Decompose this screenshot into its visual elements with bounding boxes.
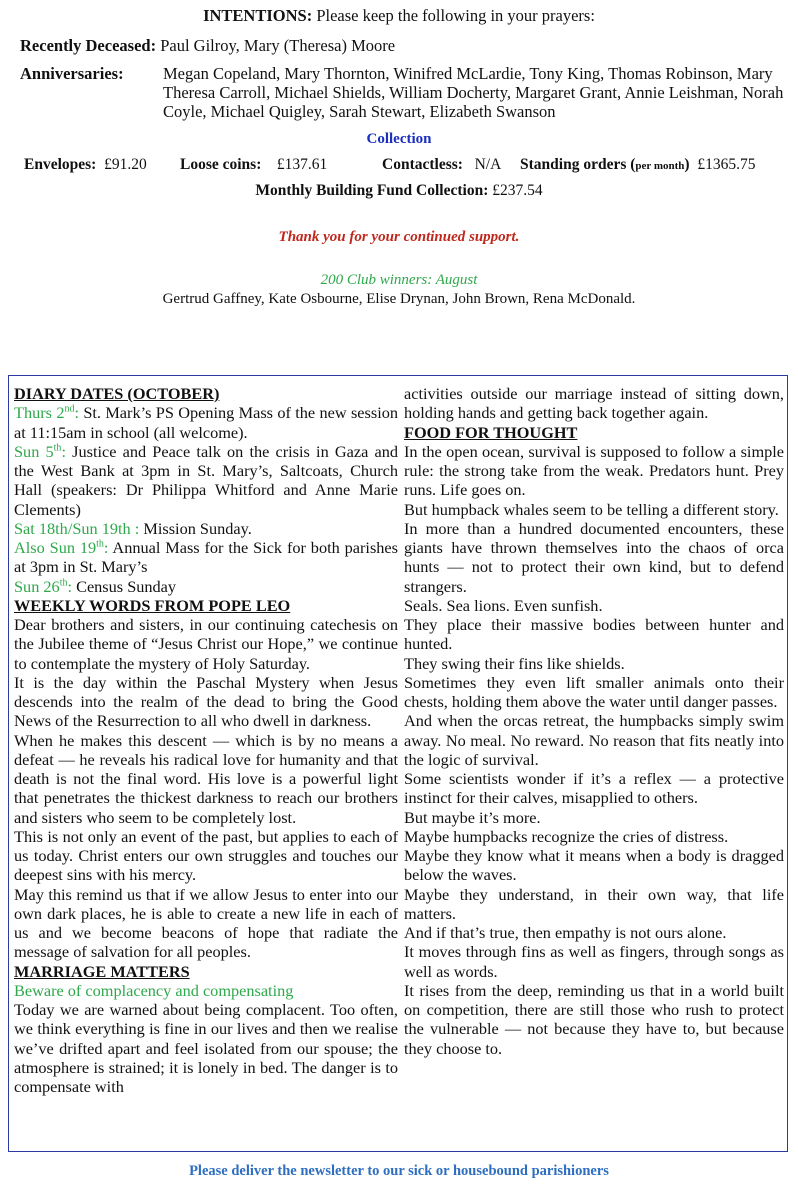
standing-close: ): [684, 156, 690, 173]
club-title: 200 Club winners: August: [320, 272, 478, 288]
food-paragraph: They place their massive bodies between hunter and hunted.: [404, 615, 784, 654]
marriage-subheading: Beware of complacency and compensating: [14, 980, 294, 1000]
building-value: £237.54: [488, 182, 543, 199]
loose-value: £137.61: [276, 156, 328, 173]
food-paragraph: It moves through fins as well as fingers, through songs as well as words.: [404, 942, 784, 981]
right-column: [404, 384, 784, 1058]
diary-heading: DIARY DATES (OCTOBER): [14, 384, 220, 403]
collection-title: Collection: [366, 131, 432, 147]
footer-note: Please deliver the newsletter to our sick or housebound parishioners: [189, 1163, 609, 1179]
pope-paragraph: May this remind us that if we allow Jesus to enter into our own dark places, he is able to create a new life in each of us and we become beacons of hope that radiate the message of salvation for all peoples.: [14, 884, 398, 962]
food-heading: FOOD FOR THOUGHT: [404, 422, 578, 442]
contactless-value: N/A: [474, 156, 502, 173]
diary-item: Sun 5th: Justice and Peace talk on the crisis in Gaza and the West Bank at 3pm in St. Mary’s, Saltcoats, Church Hall (speakers: Dr Philippa Whitford and Anne Marie Clements): [14, 441, 398, 519]
marriage-text-left: Today we are warned about being complacent. Too often, we think everything is fine in our lives and then we realise we’ve drifted apart and feel isolated from our spouse; the atmosphere is strained; it is lonely in bed. The danger is to compensate with: [14, 1000, 398, 1096]
standing-label: Standing orders (: [520, 156, 636, 173]
food-paragraph: Sometimes they even lift smaller animals onto their chests, holding them above the water until danger passes.: [404, 672, 784, 711]
loose-item: [180, 156, 327, 174]
intentions-label: INTENTIONS:: [203, 6, 313, 25]
food-paragraph: And if that’s true, then empathy is not ours alone.: [404, 923, 727, 942]
diary-date: Sat 18th/Sun 19th :: [14, 518, 140, 538]
pope-paragraph: This is not only an event of the past, but applies to each of us today. Christ enters our own struggles and touches our deepest sins with his mercy.: [14, 826, 398, 885]
food-paragraph: But maybe it’s more.: [404, 807, 541, 827]
loose-label: Loose coins:: [180, 156, 262, 173]
building-label: Monthly Building Fund Collection:: [255, 182, 489, 199]
building-fund-line: [0, 182, 798, 200]
food-paragraph: They swing their fins like shields.: [404, 653, 625, 673]
newsletter-box: [8, 375, 788, 1152]
envelopes-item: [24, 156, 147, 174]
pope-paragraph: When he makes this descent — which is by no means a defeat — he reveals his radical love for humanity and that death is not the final word. His love is a powerful light that penetrates the thickest darkness to reach our brothers and sisters who seem to be completely lost.: [14, 730, 398, 827]
deceased-names: Paul Gilroy, Mary (Theresa) Moore: [156, 36, 396, 55]
contactless-item: [382, 156, 501, 174]
anniversaries-names: Megan Copeland, Mary Thornton, Winifred McLardie, Tony King, Thomas Robinson, Mary Theresa Carroll, Michael Shields, William Docherty, Margaret Grant, Annie Leishman, Norah Coyle, Michael Quigley, Sarah Stewart, Elizabeth Swanson: [163, 64, 784, 121]
club-names: Gertrud Gaffney, Kate Osbourne, Elise Drynan, John Brown, Rena McDonald.: [162, 291, 636, 307]
diary-item: Sat 18th/Sun 19th : Mission Sunday.: [14, 518, 252, 538]
left-column: [14, 384, 398, 1096]
pope-heading: WEEKLY WORDS FROM POPE LEO: [14, 595, 291, 615]
food-paragraph: In the open ocean, survival is supposed to follow a simple rule: the strong take from the weak. Predators hunt. Prey runs. Life goes on.: [404, 441, 784, 500]
intentions-line: [0, 6, 798, 26]
diary-item: Thurs 2nd: St. Mark’s PS Opening Mass of the new session at 11:15am in school (all welcome).: [14, 403, 398, 442]
food-paragraph: In more than a hundred documented encounters, these giants have thrown themselves into the chaos of orca hunts — not to protect their own kind, but to defend strangers.: [404, 518, 784, 596]
food-paragraph: It rises from the deep, reminding us that in a world built on competition, there are still those who rush to protect the vulnerable — not because they have to, but because they choose to.: [404, 980, 784, 1058]
food-paragraph: Some scientists wonder if it’s a reflex — a protective instinct for their calves, misapplied to others.: [404, 769, 784, 808]
diary-date: Sun 26th:: [14, 576, 73, 596]
standing-value: £1365.75: [697, 156, 756, 173]
diary-item: Also Sun 19th: Annual Mass for the Sick for both parishes at 3pm in St. Mary’s: [14, 538, 398, 577]
food-paragraph: Maybe they understand, in their own way, that life matters.: [404, 884, 784, 923]
intentions-text: Please keep the following in your prayers:: [312, 6, 595, 25]
diary-date: Also Sun 19th:: [14, 538, 109, 557]
diary-item: Sun 26th: Census Sunday: [14, 576, 177, 596]
diary-date: Thurs 2nd:: [14, 403, 79, 423]
food-paragraph: And when the orcas retreat, the humpbacks simply swim away. No meal. No reward. No reason that fits neatly into the logic of survival.: [404, 711, 784, 769]
food-paragraph: Maybe humpbacks recognize the cries of distress.: [404, 826, 729, 846]
pope-paragraph: It is the day within the Paschal Mystery when Jesus descends into the realm of the dead to bring the Good News of the Resurrection to all who dwell in darkness.: [14, 672, 398, 731]
marriage-heading: MARRIAGE MATTERS: [14, 961, 190, 981]
food-paragraph: Seals. Sea lions. Even sunfish.: [404, 595, 603, 615]
deceased-label: Recently Deceased:: [20, 36, 157, 55]
standing-small: per month: [635, 160, 685, 172]
diary-date: Sun 5th:: [14, 441, 66, 461]
deceased-line: [20, 36, 395, 56]
envelopes-label: Envelopes:: [24, 156, 97, 173]
marriage-text-right: activities outside our marriage instead of sitting down, holding hands and getting back together again.: [404, 384, 784, 423]
food-paragraph: Maybe they know what it means when a body is dragged below the waves.: [404, 846, 784, 885]
pope-paragraph: Dear brothers and sisters, in our continuing catechesis on the Jubilee theme of “Jesus Christ our Hope,” we continue to contemplate the mystery of Holy Saturday.: [14, 615, 398, 673]
anniversaries-label: Anniversaries:: [20, 64, 124, 83]
contactless-label: Contactless:: [382, 156, 463, 173]
standing-item: [520, 156, 755, 174]
food-paragraph: But humpback whales seem to be telling a different story.: [404, 499, 779, 519]
envelopes-value: £91.20: [104, 156, 147, 173]
thanks-message: Thank you for your continued support.: [278, 229, 520, 245]
